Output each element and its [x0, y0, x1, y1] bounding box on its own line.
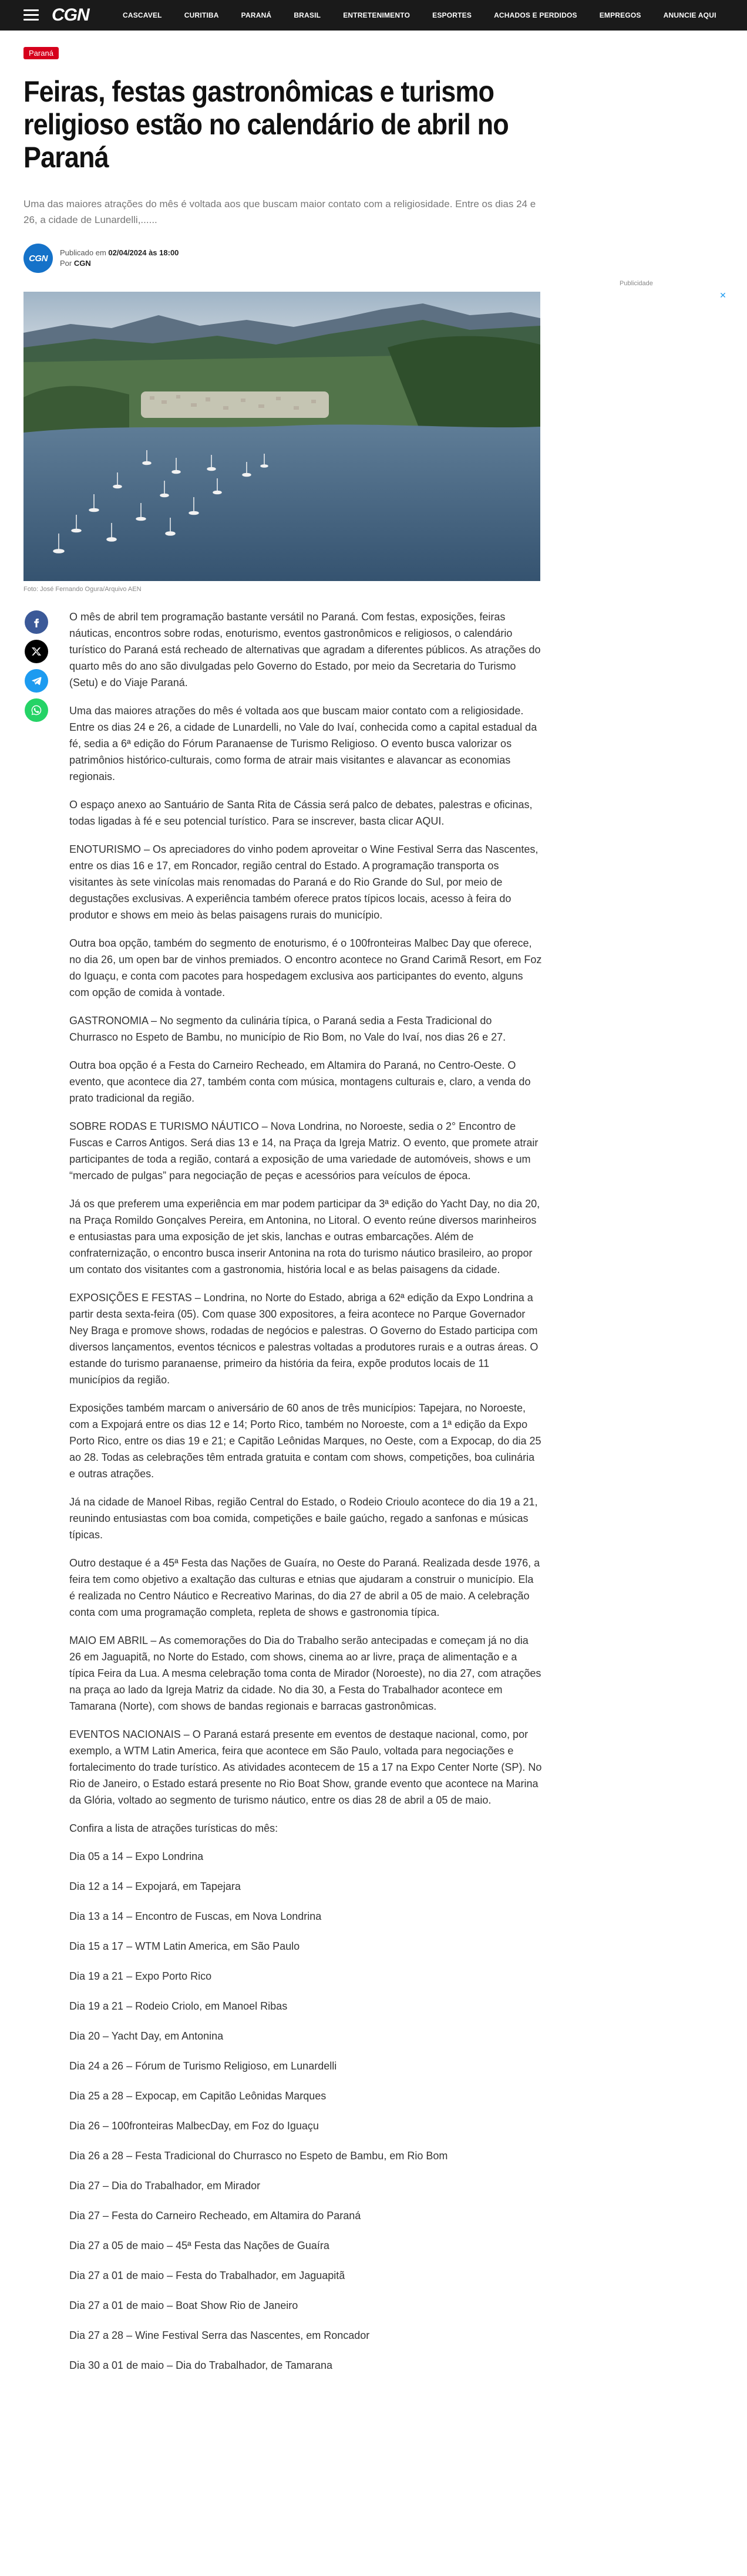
- main-nav: [112, 0, 728, 31]
- paragraph: O espaço anexo ao Santuário de Santa Rita de Cássia será palco de debates, palestras e oficinas, todas ligadas à fé e seu potencial turístico. Para se inscrever, basta clicar AQUI.: [69, 799, 533, 827]
- avatar[interactable]: CGN: [23, 244, 53, 273]
- list-item: Dia 27 – Festa do Carneiro Recheado, em Altamira do Paraná: [69, 2210, 361, 2221]
- author-meta: [60, 248, 179, 269]
- paragraph: Já os que preferem uma experiência em mar podem participar da 3ª edição do Yacht Day, no dia 20, na Praça Romildo Gonçalves Pereira, em Antonina, no Litoral. O evento reúne diversos marinheiros e entusiastas para uma exposição de jet skis, lanchas e outras embarcações. Além de confraternização, o encontro busca inserir Antonina na rota do turismo náutico brasileiro, ao propor um contato dos visitantes com a gastronomia, história local e as belas paisagens da cidade.: [69, 1198, 540, 1275]
- paragraph: Outra boa opção é a Festa do Carneiro Recheado, em Altamira do Paraná, no Centro-Oeste. O evento, que acontece dia 27, também conta com música, montagens culturais e, claro, a venda do prato tradicional da região.: [69, 1059, 531, 1104]
- by-prefix: Por: [60, 259, 72, 268]
- list-item: Dia 27 a 01 de maio – Boat Show Rio de Janeiro: [69, 2300, 298, 2311]
- paragraph: Já na cidade de Manoel Ribas, região Central do Estado, o Rodeio Crioulo acontece do dia 19 a 21, reunindo entusiastas com boa comida, competições e baile gaúcho, regado a sanfonas e músicas típicas.: [69, 1496, 538, 1541]
- paragraph: O mês de abril tem programação bastante versátil no Paraná. Com festas, exposições, feiras náuticas, encontros sobre rodas, enoturismo, eventos gastronômicos e religiosos, o calendário turístico do Paraná está recheado de alternativas que agradam a diferentes públicos. As atrações do quarto mês do ano são divulgadas pelo Governo do Estado, por meio da Secretaria do Turismo (Setu) e do Viaje Paraná.: [69, 611, 541, 688]
- author-block: [23, 244, 179, 273]
- facebook-icon: [31, 617, 42, 627]
- photo-caption: Foto: José Fernando Ogura/Arquivo AEN: [23, 586, 142, 593]
- list-item: Dia 19 a 21 – Rodeio Criolo, em Manoel Ribas: [69, 2000, 288, 2012]
- nav-item-anuncie-aqui[interactable]: ANUNCIE AQUI: [663, 11, 716, 19]
- article-title: [23, 75, 520, 174]
- article-title-text: Feiras, festas gastronômicas e turismo religioso estão no calendário de abril no Paraná: [23, 75, 509, 174]
- hero-photo: [23, 292, 540, 581]
- article-body: [69, 609, 542, 2387]
- list-item: Dia 26 – 100fronteiras MalbecDay, em Foz do Iguaçu: [69, 2120, 319, 2132]
- share-bar: [25, 610, 48, 728]
- paragraph: MAIO EM ABRIL – As comemorações do Dia do Trabalho serão antecipadas e começam já no dia 26 em Jaguapitã, no Norte do Estado, com shows, cinema ao ar livre, praça de alimentação e a típica Feira da Lua. A mesma celebração toma conta de Mirador (Noroeste), no dia 27, com atrações na praça ao lado da Igreja Matriz da cidade. No dia 30, a Festa do Trabalhador acontece em Tamarana (Norte), com shows de bandas regionais e barracas gastronômicas.: [69, 1635, 541, 1712]
- paragraph: ENOTURISMO – Os apreciadores do vinho podem aproveitar o Wine Festival Serra das Nascentes, entre os dias 16 e 17, em Roncador, região central do Estado. A programação transporta os visitantes às sete vinícolas mais renomadas do Paraná e do Rio Grande do Sul, por meio de degustações exclusivas. A experiência também oferece pratos típicos locais, acesso à feira do produtor e shows em meio às belas paisagens rurais do município.: [69, 843, 539, 921]
- site-logo[interactable]: CGN: [52, 5, 89, 25]
- category-tag[interactable]: Paraná: [23, 47, 59, 59]
- nav-item-entretenimento[interactable]: ENTRETENIMENTO: [343, 11, 410, 19]
- list-item: Dia 30 a 01 de maio – Dia do Trabalhador, de Tamarana: [69, 2359, 332, 2371]
- paragraph: Outra boa opção, também do segmento de enoturismo, é o 100fronteiras Malbec Day que oferece, no dia 26, um open bar de vinhos premiados. O encontro acontece no Grand Carimã Resort, em Foz do Iguaçu, e conta com pacotes para hospedagem exclusiva aos participantes do evento, alguns com opção de comida à vontade.: [69, 937, 542, 998]
- ad-close-icon[interactable]: ✕: [719, 291, 726, 300]
- telegram-icon: [31, 676, 42, 686]
- telegram-share-button[interactable]: [25, 669, 48, 693]
- whatsapp-icon: [31, 704, 42, 716]
- list-item: Dia 13 a 14 – Encontro de Fuscas, em Nova Londrina: [69, 1910, 322, 1922]
- list-item: Dia 20 – Yacht Day, em Antonina: [69, 2030, 224, 2042]
- x-icon: [31, 646, 42, 657]
- author-name[interactable]: CGN: [73, 259, 91, 268]
- list-item: Dia 24 a 26 – Fórum de Turismo Religioso, em Lunardelli: [69, 2060, 337, 2072]
- nav-item-empregos[interactable]: EMPREGOS: [599, 11, 641, 19]
- nav-item-curitiba[interactable]: CURITIBA: [184, 11, 219, 19]
- paragraph: Confira a lista de atrações turísticas do mês:: [69, 1822, 278, 1834]
- published-prefix: Publicado em: [60, 248, 106, 257]
- list-item: Dia 26 a 28 – Festa Tradicional do Churrasco no Espeto de Bambu, em Rio Bom: [69, 2150, 448, 2162]
- paragraph: Outro destaque é a 45ª Festa das Nações de Guaíra, no Oeste do Paraná. Realizada desde 1976, a feira tem como objetivo a exaltação das culturas e etnias que ajudaram a construir o município. Ela é realizada no Centro Náutico e Recreativo Marinas, do dia 27 de abril a 05 de maio. A celebração conta com uma programação completa, repleta de shows e gastronomia típica.: [69, 1557, 540, 1618]
- paragraph: SOBRE RODAS E TURISMO NÁUTICO – Nova Londrina, no Noroeste, sedia o 2° Encontro de Fuscas e Carros Antigos. Será dias 13 e 14, na Praça da Igreja Matriz. O evento, que promete atrair participantes de toda a região, contará a exposição de uma variedade de automóveis, shows e um “mercado de pulgas” para negociação de peças e acessórios para veículos de época.: [69, 1120, 539, 1181]
- paragraph: EVENTOS NACIONAIS – O Paraná estará presente em eventos de destaque nacional, como, por exemplo, a WTM Latin America, feira que acontece em São Paulo, voltada para negociações e fortalecimento do trade turístico. As atividades acontecem de 15 a 17 na Expo Center Norte (SP). No Rio de Janeiro, o Estado estará presente no Rio Boat Show, grande evento que acontece na Marina da Glória, voltado ao segmento de turismo náutico, entre os dias 28 de abril a 05 de maio.: [69, 1728, 542, 1806]
- paragraph: Exposições também marcam o aniversário de 60 anos de três municípios: Tapejara, no Noroeste, com a Expojará entre os dias 12 e 14; Porto Rico, também no Noroeste, com a 1ª edição da Expo Porto Rico, entre os dias 19 e 21; e Capitão Leônidas Marques, no Oeste, com a Expocap, do dia 25 ao 28. Todas as celebrações têm entrada gratuita e contam com shows, competições, boa culinária e outras atrações.: [69, 1402, 541, 1480]
- whatsapp-share-button[interactable]: [25, 698, 48, 722]
- menu-icon[interactable]: [23, 9, 39, 21]
- publish-line: [60, 248, 179, 258]
- x-share-button[interactable]: [25, 640, 48, 663]
- paragraph: EXPOSIÇÕES E FESTAS – Londrina, no Norte do Estado, abriga a 62ª edição da Expo Londrina a partir desta sexta-feira (05). Com quase 300 expositores, a feira acontece no Parque Governador Ney Braga e promove shows, rodadas de negócios e palestras. O Governo do Estado participa com diversos lançamentos, eventos técnicos e palestras voltadas a produtores rurais e a outras áreas. O estande do turismo paranaense, primeiro da história da feira, expõe produtos locais de 11 municípios da região.: [69, 1292, 539, 1386]
- nav-item-parana[interactable]: PARANÁ: [241, 11, 272, 19]
- byline: [60, 258, 179, 269]
- paragraph: GASTRONOMIA – No segmento da culinária típica, o Paraná sedia a Festa Tradicional do Churrasco no Espeto de Bambu, no município de Rio Bom, no Vale do Ivaí, nos dias 26 e 27.: [69, 1015, 506, 1043]
- list-item: Dia 27 a 01 de maio – Festa do Trabalhador, em Jaguapitã: [69, 2270, 345, 2281]
- list-item: Dia 25 a 28 – Expocap, em Capitão Leônidas Marques: [69, 2090, 327, 2102]
- list-item: Dia 27 a 28 – Wine Festival Serra das Nascentes, em Roncador: [69, 2329, 370, 2341]
- nav-item-esportes[interactable]: ESPORTES: [432, 11, 472, 19]
- hero-photo-illustration: [23, 292, 540, 581]
- list-item: Dia 12 a 14 – Expojará, em Tapejara: [69, 1880, 241, 1892]
- ad-label: Publicidade: [620, 280, 653, 287]
- list-item: Dia 05 a 14 – Expo Londrina: [69, 1851, 204, 1862]
- paragraph: Uma das maiores atrações do mês é voltada aos que buscam maior contato com a religiosidade. Entre os dias 24 e 26, a cidade de Lunardelli, no Vale do Ivaí, conhecida como a capital estadual da fé, sedia a 6ª edição do Fórum Paranaense de Turismo Religioso. O evento busca valorizar os patrimônios histórico-culturais, como forma de atrair mais visitantes e alavancar as economias regionais.: [69, 705, 537, 782]
- nav-item-achados-e-perdidos[interactable]: ACHADOS E PERDIDOS: [494, 11, 577, 19]
- facebook-share-button[interactable]: [25, 610, 48, 634]
- nav-item-brasil[interactable]: BRASIL: [294, 11, 321, 19]
- published-date: 02/04/2024 às 18:00: [108, 248, 179, 257]
- list-item: Dia 19 a 21 – Expo Porto Rico: [69, 1970, 212, 1982]
- top-nav-bar: [0, 0, 747, 31]
- schedule-list: [69, 1848, 542, 2387]
- list-item: Dia 15 a 17 – WTM Latin America, em São Paulo: [69, 1940, 300, 1952]
- list-item: Dia 27 a 05 de maio – 45ª Festa das Nações de Guaíra: [69, 2240, 329, 2251]
- article-summary: Uma das maiores atrações do mês é voltada aos que buscam maior contato com a religiosidade. Entre os dias 24 e 26, a cidade de Lunardelli,......: [23, 198, 536, 225]
- list-item: Dia 27 – Dia do Trabalhador, em Mirador: [69, 2180, 261, 2192]
- nav-item-cascavel[interactable]: CASCAVEL: [123, 11, 162, 19]
